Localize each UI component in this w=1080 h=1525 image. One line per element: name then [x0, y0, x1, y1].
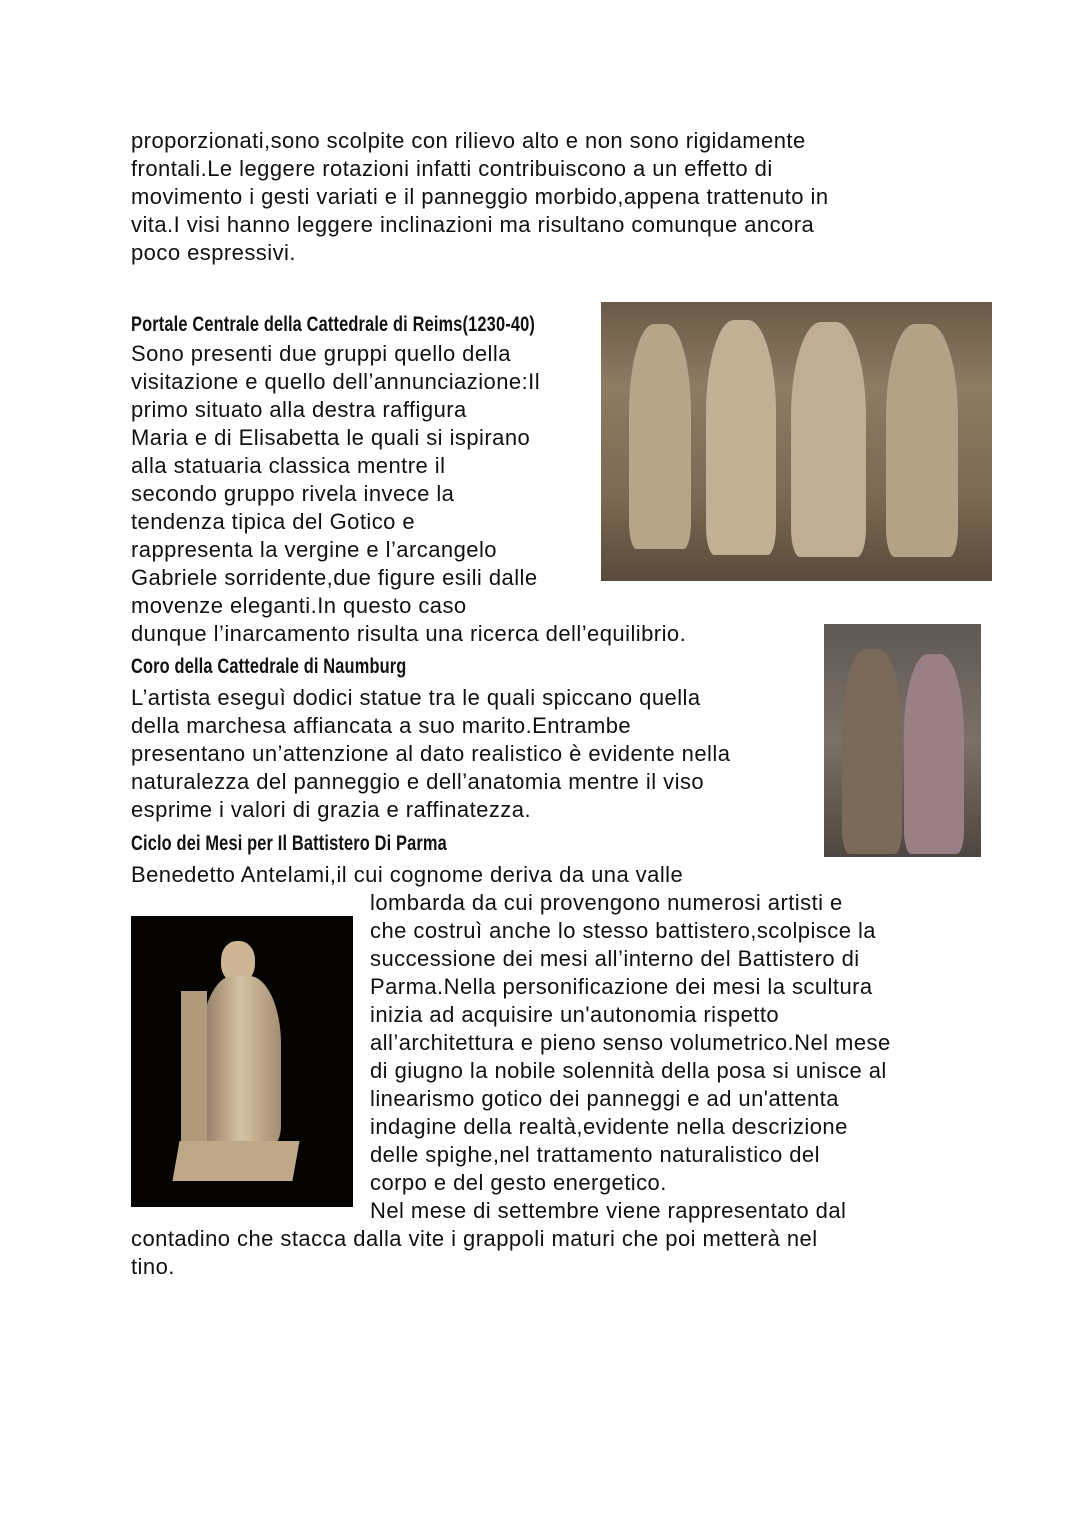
- text-line: Parma.Nella personificazione dei mesi la scultura: [370, 974, 873, 999]
- text-line: poco espressivi.: [131, 240, 296, 265]
- text-line: delle spighe,nel trattamento naturalistico del: [370, 1142, 820, 1167]
- text-line: vita.I visi hanno leggere inclinazioni ma risultano comunque ancora: [131, 212, 815, 237]
- text-line: linearismo gotico dei panneggi e ad un'attenta: [370, 1086, 839, 1111]
- text-line: di giugno la nobile solennità della posa si unisce al: [370, 1058, 887, 1083]
- text-line: contadino che stacca dalla vite i grappoli maturi che poi metterà nel: [131, 1226, 818, 1251]
- text-line: che costruì anche lo stesso battistero,scolpisce la: [370, 918, 876, 943]
- text-line: inizia ad acquisire un'autonomia rispetto: [370, 1002, 780, 1027]
- text-line: movimento i gesti variati e il panneggio morbido,appena trattenuto in: [131, 184, 829, 209]
- text-line: corpo e del gesto energetico.: [370, 1170, 667, 1195]
- text-line: frontali.Le leggere rotazioni infatti contribuiscono a un effetto di: [131, 156, 773, 181]
- text-line: visitazione e quello dell’annunciazione:Il: [131, 369, 541, 394]
- text-line: Nel mese di settembre viene rappresentato dal: [370, 1198, 847, 1223]
- text-line: naturalezza del panneggio e dell’anatomia mentre il viso: [131, 769, 705, 794]
- antelami-june-statue-image: [131, 916, 353, 1207]
- text-line: Benedetto Antelami,il cui cognome deriva da una valle: [131, 862, 684, 887]
- text-line: esprime i valori di grazia e raffinatezza.: [131, 797, 532, 822]
- text-line: movenze eleganti.In questo caso: [131, 593, 467, 618]
- text-line: presentano un’attenzione al dato realistico è evidente nella: [131, 741, 731, 766]
- section-heading: Ciclo dei Mesi per Il Battistero Di Parma: [131, 832, 447, 855]
- naumburg-statues-image: [824, 624, 981, 857]
- section-heading: Portale Centrale della Cattedrale di Reims(1230-40): [131, 313, 535, 336]
- text-line: rappresenta la vergine e l’arcangelo: [131, 537, 497, 562]
- text-line: L’artista eseguì dodici statue tra le quali spiccano quella: [131, 685, 701, 710]
- text-line: lombarda da cui provengono numerosi artisti e: [370, 890, 843, 915]
- text-line: primo situato alla destra raffigura: [131, 397, 467, 422]
- text-line: tino.: [131, 1254, 175, 1279]
- text-line: Maria e di Elisabetta le quali si ispirano: [131, 425, 531, 450]
- text-line: alla statuaria classica mentre il: [131, 453, 446, 478]
- text-line: proporzionati,sono scolpite con rilievo alto e non sono rigidamente: [131, 128, 806, 153]
- text-line: Gabriele sorridente,due figure esili dalle: [131, 565, 538, 590]
- section-heading: Coro della Cattedrale di Naumburg: [131, 655, 407, 678]
- text-line: successione dei mesi all’interno del Battistero di: [370, 946, 860, 971]
- text-line: dunque l’inarcamento risulta una ricerca dell’equilibrio.: [131, 621, 687, 646]
- reims-portal-image: [601, 302, 992, 581]
- text-line: della marchesa affiancata a suo marito.Entrambe: [131, 713, 632, 738]
- text-line: all’architettura e pieno senso volumetrico.Nel mese: [370, 1030, 891, 1055]
- text-line: tendenza tipica del Gotico e: [131, 509, 416, 534]
- text-line: indagine della realtà,evidente nella descrizione: [370, 1114, 848, 1139]
- text-line: Sono presenti due gruppi quello della: [131, 341, 511, 366]
- text-line: secondo gruppo rivela invece la: [131, 481, 455, 506]
